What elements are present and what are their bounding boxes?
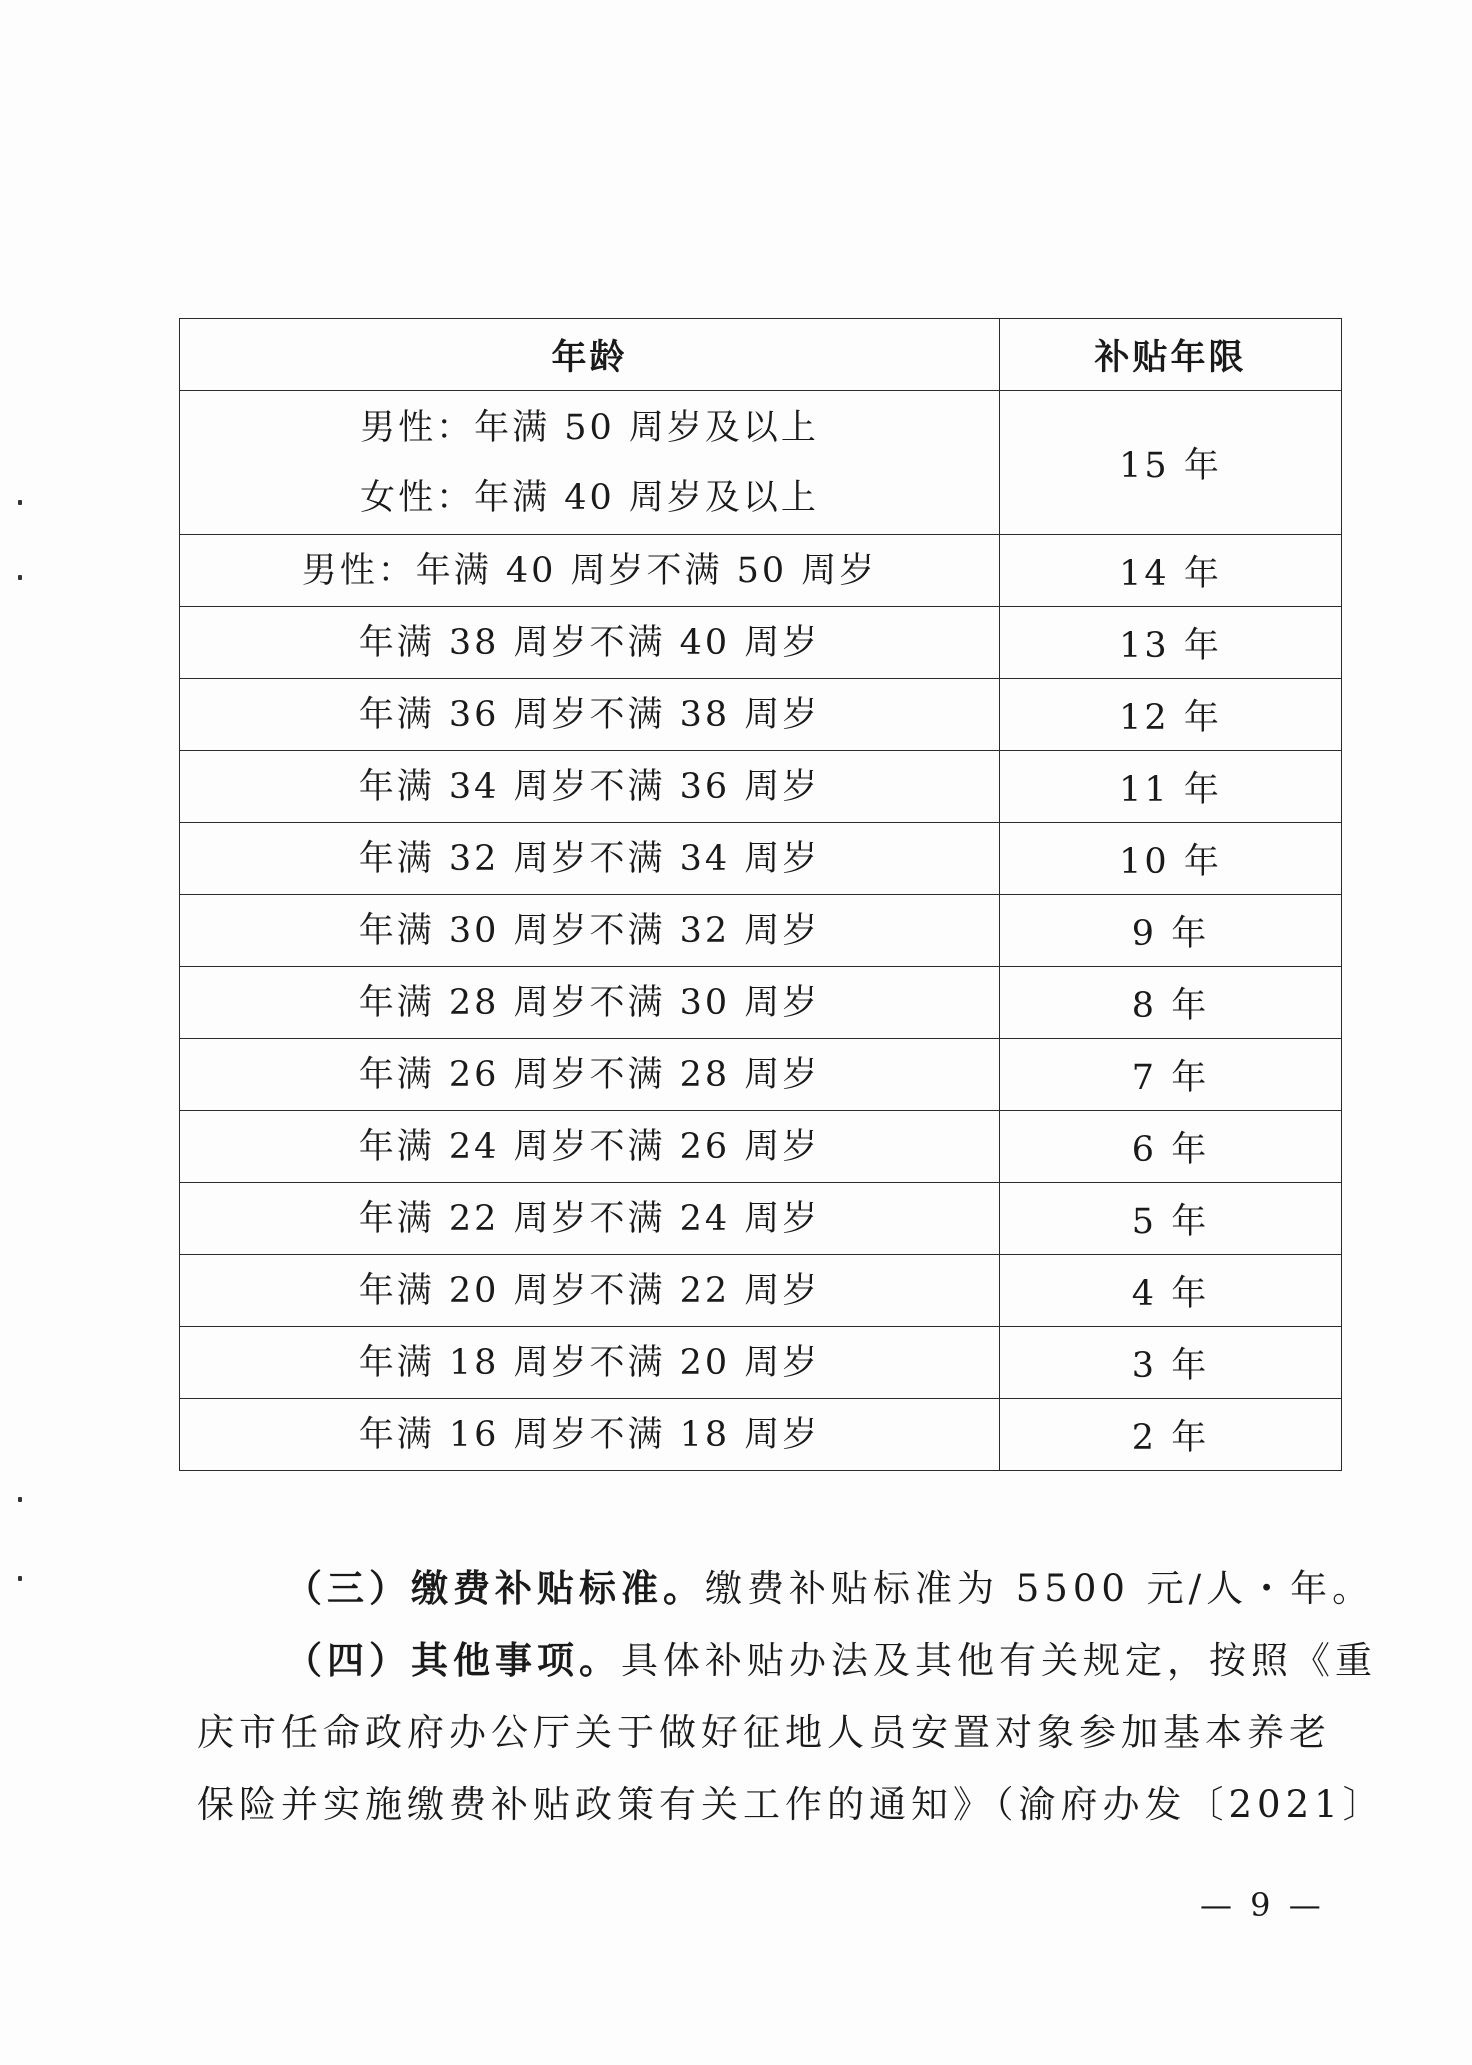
age-cell [180, 1039, 1000, 1111]
subsidy-years-cell: 5 年 [1000, 1183, 1342, 1255]
table-header-row [180, 319, 1342, 391]
subsidy-years-cell: 12 年 [1000, 679, 1342, 751]
subsidy-years-cell: 13 年 [1000, 607, 1342, 679]
age-range-text: 年满 34 周岁不满 36 周岁 [358, 766, 821, 807]
table-row [180, 1183, 1342, 1255]
age-range-text: 年满 22 周岁不满 24 周岁 [358, 1198, 821, 1239]
table-row [180, 1255, 1342, 1327]
subsidy-years-cell: 4 年 [1000, 1255, 1342, 1327]
age-range-text: 年满 24 周岁不满 26 周岁 [358, 1126, 821, 1167]
age-cell [180, 823, 1000, 895]
age-range-text: 男性：年满 40 周岁不满 50 周岁 [301, 550, 878, 591]
table-row [180, 535, 1342, 607]
age-cell [180, 391, 1000, 535]
table-row [180, 823, 1342, 895]
table-row [180, 895, 1342, 967]
table-row [180, 391, 1342, 535]
table-row [180, 1039, 1342, 1111]
age-cell [180, 967, 1000, 1039]
table-row [180, 751, 1342, 823]
subsidy-years-cell: 6 年 [1000, 1111, 1342, 1183]
table-row [180, 679, 1342, 751]
age-cell [180, 679, 1000, 751]
age-range-text: 女性：年满 40 周岁及以上 [360, 477, 819, 518]
age-cell [180, 1111, 1000, 1183]
age-range-text: 年满 38 周岁不满 40 周岁 [358, 622, 821, 663]
header-subsidy-years: 补贴年限 [1000, 319, 1342, 391]
age-cell [180, 1399, 1000, 1471]
scan-speck [18, 575, 22, 580]
subsidy-years-cell: 9 年 [1000, 895, 1342, 967]
scan-speck [18, 1497, 22, 1502]
subsidy-years-cell: 3 年 [1000, 1327, 1342, 1399]
section-4-heading: （四）其他事项。 [285, 1639, 621, 1682]
scan-speck [18, 1576, 22, 1581]
section-3-body: 缴费补贴标准为 5500 元/人・年。 [705, 1567, 1375, 1610]
subsidy-years-cell: 7 年 [1000, 1039, 1342, 1111]
section-4-line-2: 庆市任命政府办公厅关于做好征地人员安置对象参加基本养老 [197, 1711, 1331, 1754]
table-row [180, 1327, 1342, 1399]
section-4-line-3: 保险并实施缴费补贴政策有关工作的通知》（渝府办发〔2021〕 [197, 1783, 1385, 1826]
subsidy-years-cell: 8 年 [1000, 967, 1342, 1039]
age-cell [180, 751, 1000, 823]
age-range-text: 男性：年满 50 周岁及以上 [360, 407, 819, 448]
age-range-text: 年满 20 周岁不满 22 周岁 [358, 1270, 821, 1311]
age-cell [180, 1327, 1000, 1399]
section-4-line-1 [285, 1630, 1415, 1684]
age-cell [180, 895, 1000, 967]
subsidy-years-table [179, 318, 1342, 1471]
age-range-text: 年满 26 周岁不满 28 周岁 [358, 1054, 821, 1095]
age-cell [180, 1183, 1000, 1255]
table-row [180, 967, 1342, 1039]
age-range-text: 年满 18 周岁不满 20 周岁 [358, 1342, 821, 1383]
table-row [180, 1111, 1342, 1183]
age-range-text: 年满 16 周岁不满 18 周岁 [358, 1414, 821, 1455]
page-number: — 9 — [1200, 1886, 1325, 1924]
age-range-text: 年满 28 周岁不满 30 周岁 [358, 982, 821, 1023]
subsidy-years-cell: 2 年 [1000, 1399, 1342, 1471]
subsidy-years-cell: 11 年 [1000, 751, 1342, 823]
table-body [180, 391, 1342, 1471]
subsidy-years-cell: 14 年 [1000, 535, 1342, 607]
age-cell [180, 1255, 1000, 1327]
scan-speck [18, 500, 22, 505]
age-range-text: 年满 32 周岁不满 34 周岁 [358, 838, 821, 879]
subsidy-years-cell: 15 年 [1000, 391, 1342, 535]
table-row [180, 607, 1342, 679]
section-3-heading: （三）缴费补贴标准。 [285, 1567, 705, 1610]
section-4-line-1-text: 具体补贴办法及其他有关规定，按照《重 [621, 1639, 1377, 1682]
subsidy-years-cell: 10 年 [1000, 823, 1342, 895]
age-range-text: 年满 30 周岁不满 32 周岁 [358, 910, 821, 951]
age-cell [180, 535, 1000, 607]
section-3-paragraph [285, 1558, 1415, 1612]
age-range-text: 年满 36 周岁不满 38 周岁 [358, 694, 821, 735]
header-age: 年龄 [180, 319, 1000, 391]
table-row [180, 1399, 1342, 1471]
age-cell [180, 607, 1000, 679]
